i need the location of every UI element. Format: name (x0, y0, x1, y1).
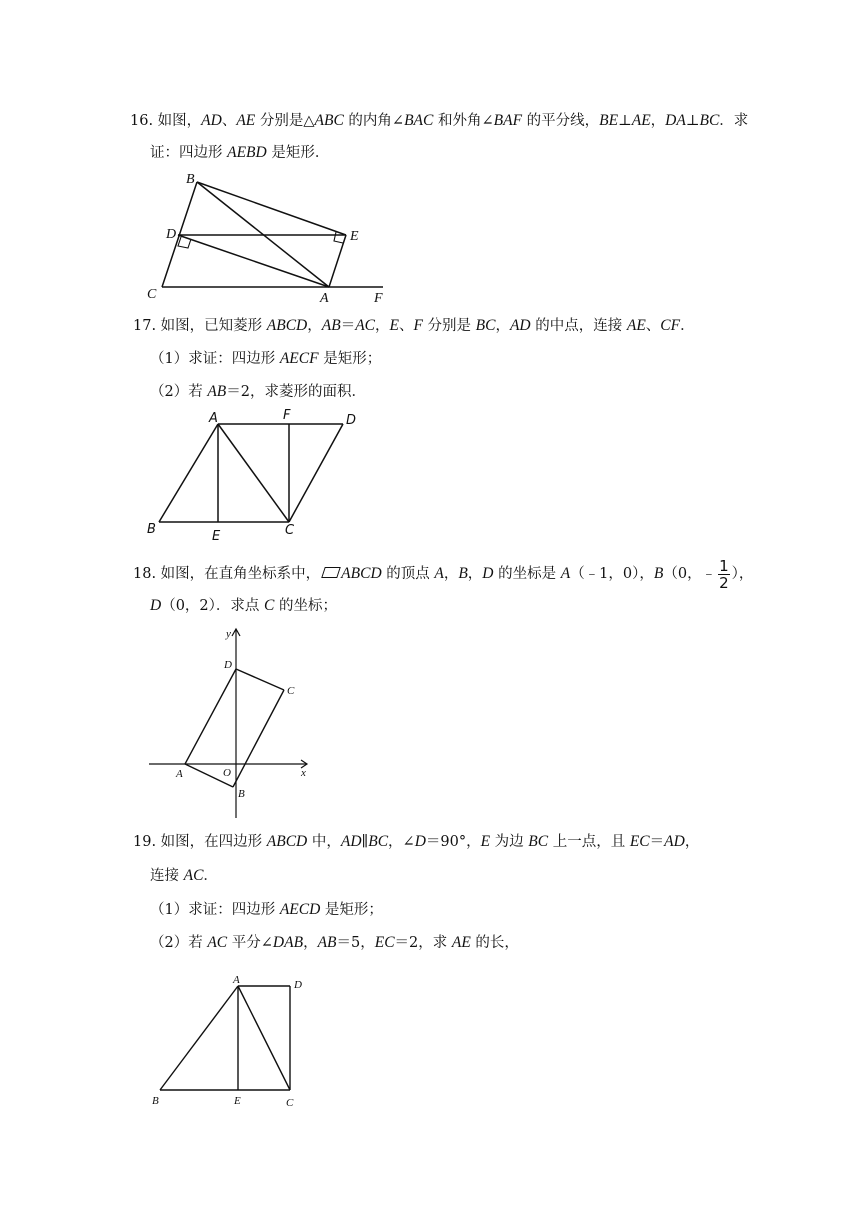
label-D: D (166, 227, 177, 242)
label-C: C (147, 287, 157, 302)
label-A: A (320, 291, 329, 306)
segment-CB (233, 690, 284, 787)
problem-16-line-1: 16. 如图，AD、AE 分别是△ABC 的内角∠BAC 和外角∠BAF 的平分线，BE⊥AE，DA⊥BC．求 (130, 112, 749, 129)
problem-17-line-1: 17. 如图，已知菱形 ABCD，AB＝AC，E、F 分别是 BC，AD 的中点，连接 AE、CF． (133, 317, 695, 334)
problem-number: 18. (133, 566, 157, 582)
problem-17-figure (159, 424, 343, 522)
segment-DA (178, 235, 329, 287)
segment-AB (159, 424, 218, 522)
problem-number: 19. (133, 834, 157, 850)
problem-19-figure (160, 986, 290, 1090)
segment-BE (197, 182, 346, 235)
problem-17-question-2: （2）若 AB＝2，求菱形的面积． (150, 383, 367, 400)
problem-18-line-1: 18. 如图，在直角坐标系中， ABCD 的顶点 A，B，D 的坐标是 A（﹣1，0），B（0，﹣ $\frac{1}{2}$ ）， (133, 556, 754, 592)
label-B: B (147, 522, 156, 537)
label-F: F (374, 291, 383, 306)
problem-18-figure (149, 629, 307, 818)
problem-17-question-1: （1）求证：四边形 AECF 是矩形； (150, 350, 382, 367)
label-D: D (346, 413, 357, 428)
label-O: O (223, 767, 231, 779)
label-C: C (286, 1097, 294, 1109)
label-E: E (212, 529, 221, 544)
segment-DC (236, 669, 284, 690)
label-C: C (287, 685, 295, 697)
segment-AD (185, 669, 236, 764)
problem-number: 16. (130, 113, 154, 129)
problem-19-line-2: 连接 AC． (150, 867, 218, 884)
label-A: A (209, 411, 218, 426)
label-B: B (152, 1095, 159, 1107)
problem-number: 17. (133, 318, 157, 334)
label-E: E (234, 1095, 241, 1107)
problem-16-line-2: 证：四边形 AEBD 是矩形． (150, 144, 330, 161)
segment-AC (218, 424, 289, 522)
label-D: D (224, 659, 232, 671)
segment-AB (160, 986, 238, 1090)
label-D: D (294, 979, 302, 991)
label-y: y (226, 628, 231, 640)
label-C: C (285, 523, 295, 538)
segment-DC (289, 424, 343, 522)
label-F: F (283, 408, 291, 423)
problem-19-question-2: （2）若 AC 平分∠DAB，AB＝5，EC＝2，求 AE 的长， (150, 934, 519, 951)
problem-18-line-2: D（0，2）．求点 C 的坐标； (150, 597, 337, 614)
label-B: B (186, 172, 195, 187)
segment-EA (329, 235, 346, 287)
parallelogram-symbol (321, 567, 341, 578)
label-B: B (238, 788, 245, 800)
label-x: x (301, 767, 306, 779)
fraction-one-half: $\frac{1}{2}$ (719, 556, 729, 592)
problem-19-question-1: （1）求证：四边形 AECD 是矩形； (150, 901, 383, 918)
segment-AC (238, 986, 290, 1090)
label-E: E (350, 229, 359, 244)
problem-19-line-1: 19. 如图，在四边形 ABCD 中，AD∥BC，∠D＝90°，E 为边 BC 上一点，且 EC＝AD， (133, 833, 700, 850)
label-A: A (233, 974, 240, 986)
label-A: A (176, 768, 183, 780)
